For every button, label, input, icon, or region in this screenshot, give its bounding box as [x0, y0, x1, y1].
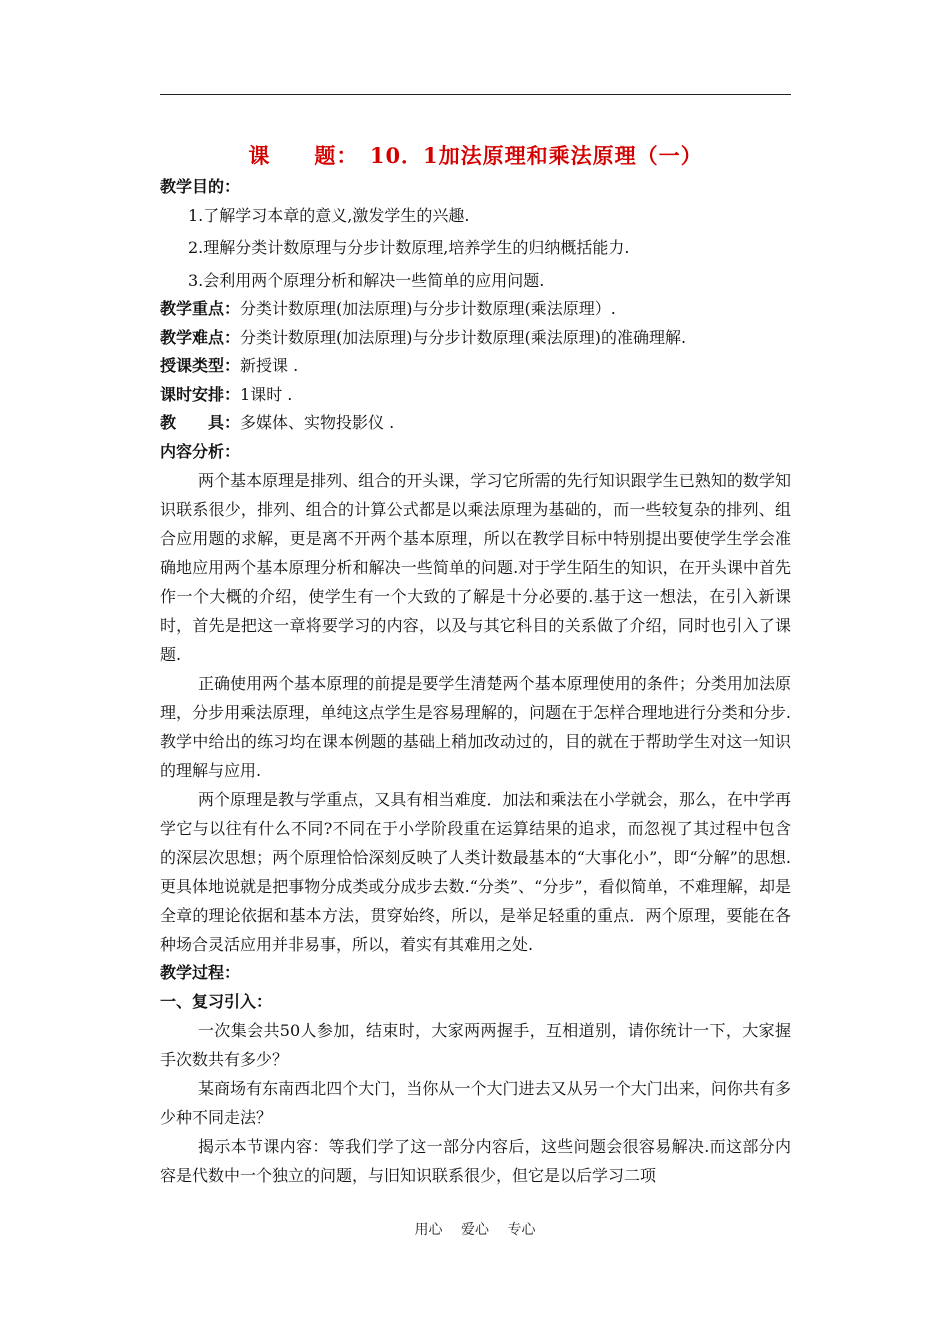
document-page — [160, 142, 791, 1190]
schedule-row — [160, 381, 791, 410]
analysis-paragraph: 两个基本原理是排列、组合的开头课，学习它所需的先行知识跟学生已熟知的数学知识联系很少，排列、组合的计算公式都是以乘法原理为基础的，而一些较复杂的排列、组合应用题的求解，更是离不开两个基本原理，所以在教学目标中特别提出要使学生学会准确地应用两个基本原理分析和解决一些简单的问题.对于学生陌生的知识，在开头课中首先作一个大概的介绍，使学生有一个大致的了解是十分必要的.基于这一想法，在引入新课时，首先是把这一章将要学习的内容，以及与其它科目的关系做了介绍，同时也引入了课题. — [160, 471, 791, 664]
key-points-row — [160, 295, 791, 324]
lesson-type-row — [160, 352, 791, 381]
review-paragraph: 揭示本节课内容：等我们学了这一部分内容后，这些问题会很容易解决.而这部分内容是代数中一个独立的问题，与旧知识联系很少，但它是以后学习二项 — [160, 1137, 791, 1185]
schedule-label: 课时安排： — [160, 384, 241, 404]
analysis-paragraph: 正确使用两个基本原理的前提是要学生清楚两个基本原理使用的条件；分类用加法原理，分步用乘法原理，单纯这点学生是容易理解的，问题在于怎样合理地进行分类和分步.教学中给出的练习均在课本例题的基础上稍加改动过的，目的就在于帮助学生对这一知识的理解与应用. — [160, 674, 791, 780]
lesson-title: 课 题： 10．1加法原理和乘法原理（一） — [248, 143, 703, 168]
tools-text: 多媒体、实物投影仪 . — [240, 413, 395, 432]
review-paragraph: 某商场有东南西北四个大门，当你从一个大门进去又从另一个大门出来，问你共有多少种不同走法？ — [160, 1079, 791, 1127]
key-points-label: 教学重点： — [160, 299, 241, 318]
content-analysis-label: 内容分析： — [160, 441, 241, 461]
objective-item: 1.了解学习本章的意义,激发学生的兴趣. — [188, 205, 470, 225]
difficulties-row — [160, 324, 791, 353]
objective-item: 3.会利用两个原理分析和解决一些简单的应用问题. — [188, 270, 545, 290]
objective-item: 2.理解分类计数原理与分步计数原理,培养学生的归纳概括能力. — [188, 238, 630, 257]
tools-label: 教 具： — [160, 413, 241, 432]
process-label: 教学过程： — [160, 963, 241, 982]
objectives-label: 教学目的： — [160, 177, 241, 196]
tools-row — [160, 409, 791, 438]
page-footer: 用心 爱心 专心 — [414, 1222, 536, 1238]
analysis-paragraph: 两个原理是教与学重点，又具有相当难度．加法和乘法在小学就会，那么，在中学再学它与以往有什么不同?不同在于小学阶段重在运算结果的追求，而忽视了其过程中包含的深层次思想；两个原理恰恰深刻反映了人类计数最基本的“大事化小”，即“分解”的思想.更具体地说就是把事物分成类或分成步去数.“分类”、“分步”，看似简单，不难理解，却是全章的理论依据和基本方法，贯穿始终，所以，是举足轻重的重点．两个原理，要能在各种场合灵活应用并非易事，所以，着实有其难用之处. — [160, 790, 791, 954]
lesson-type-text: 新授课 . — [240, 356, 299, 375]
schedule-text: 1课时 . — [240, 384, 293, 404]
header-rule — [160, 94, 791, 95]
difficulties-text: 分类计数原理(加法原理)与分步计数原理(乘法原理)的准确理解. — [240, 327, 687, 347]
key-points-text: 分类计数原理(加法原理)与分步计数原理(乘法原理）. — [240, 299, 616, 318]
difficulties-label: 教学难点： — [160, 327, 241, 347]
review-paragraph: 一次集会共50人参加，结束时，大家两两握手，互相道别，请你统计一下，大家握手次数共有多少？ — [160, 1021, 791, 1069]
section-heading: 一、复习引入： — [160, 991, 273, 1011]
lesson-type-label: 授课类型： — [160, 356, 241, 375]
